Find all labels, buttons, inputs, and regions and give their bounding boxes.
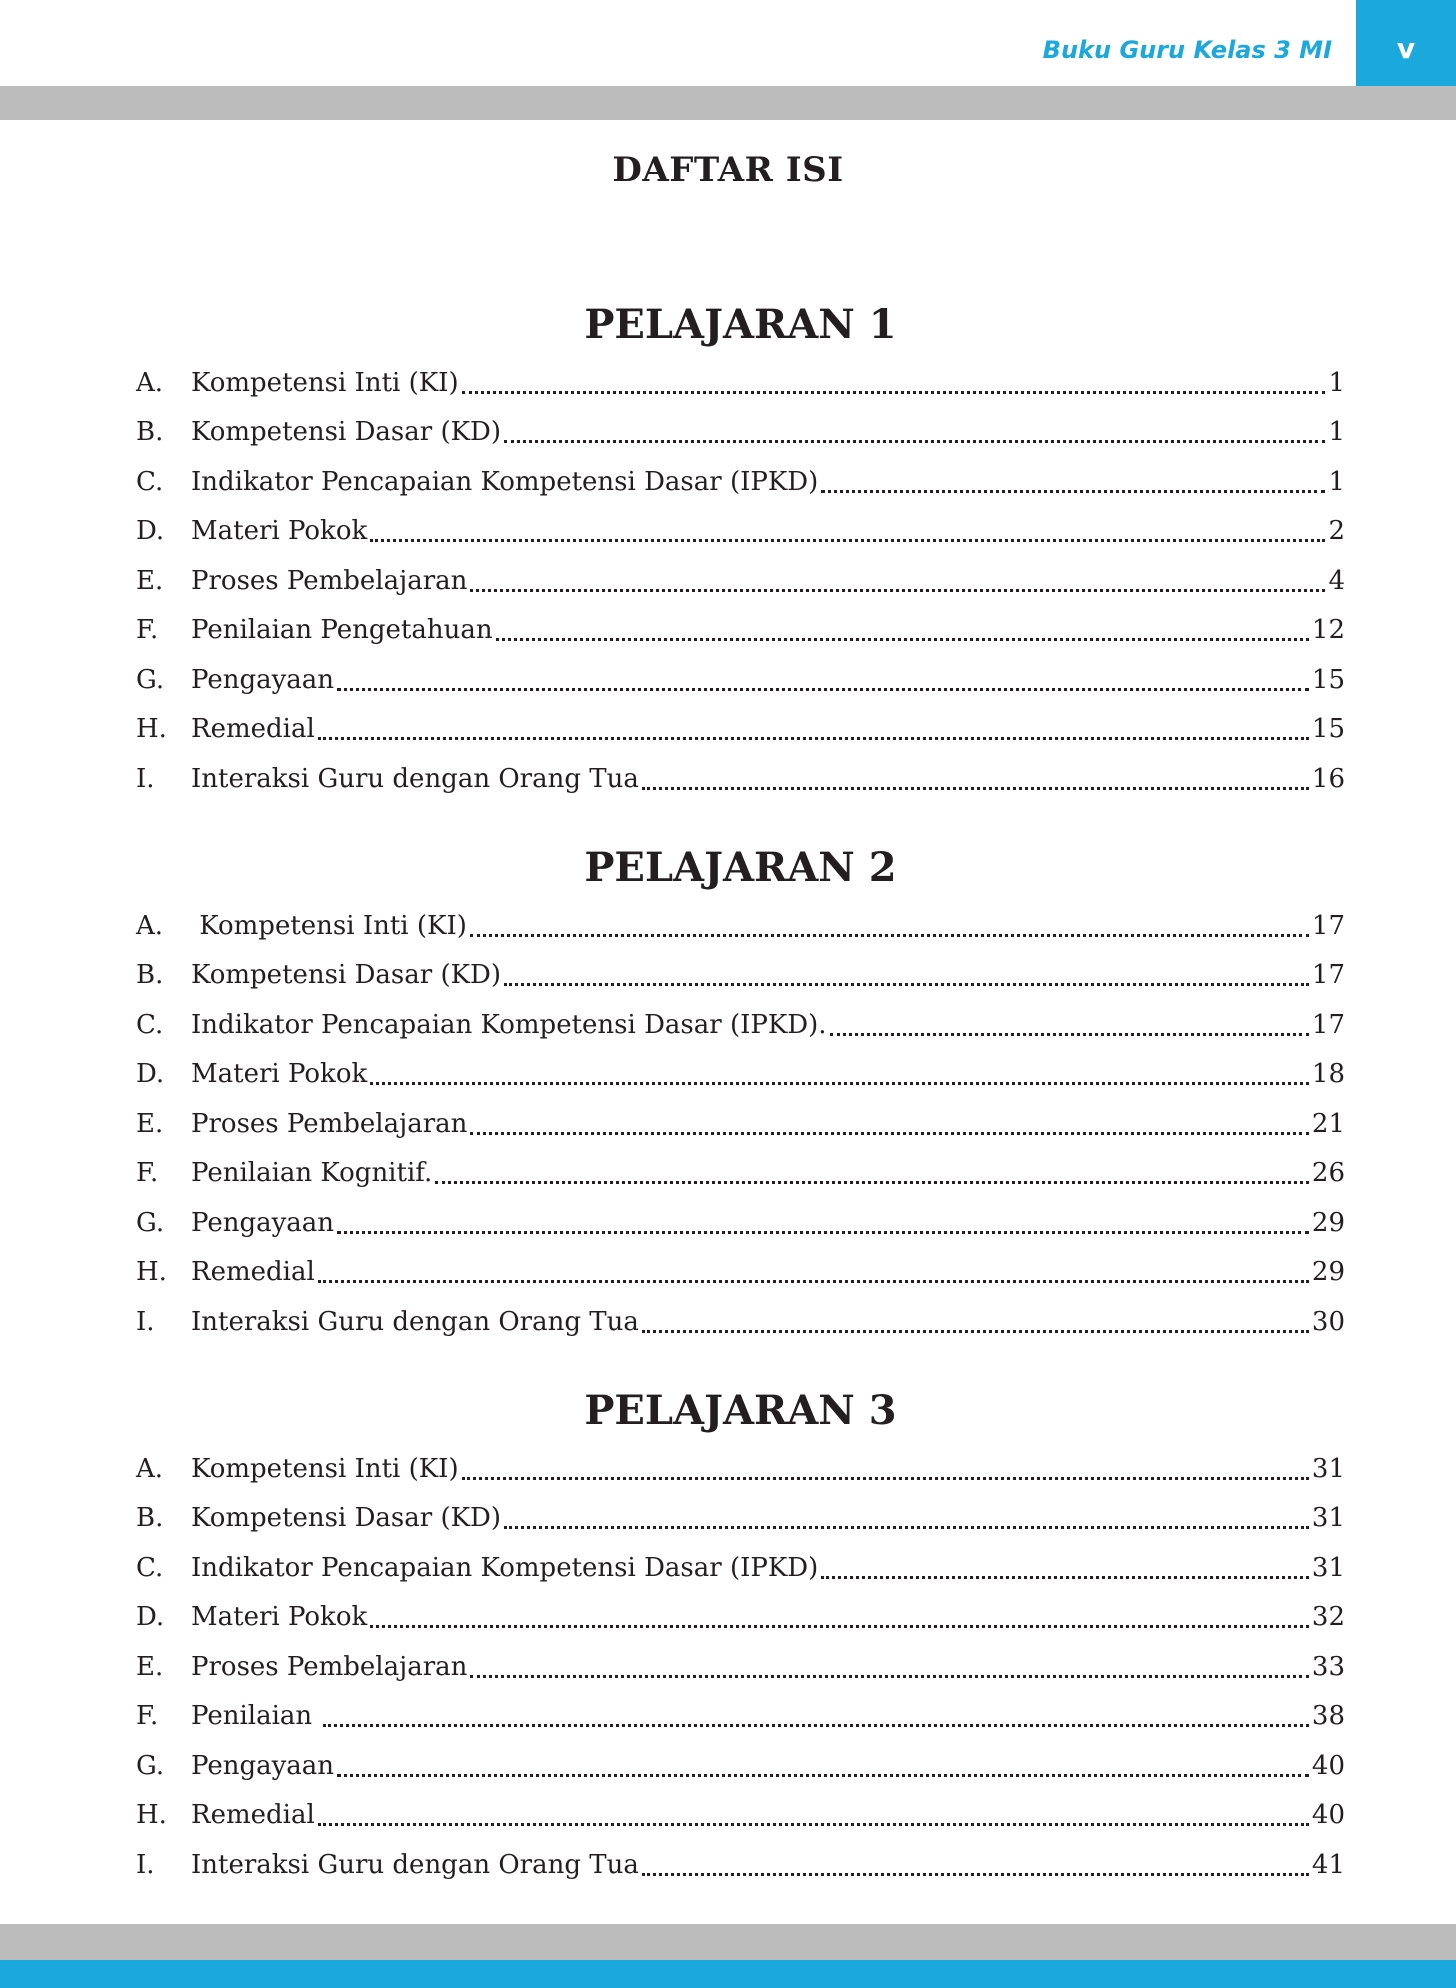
- dot-leader: [435, 1181, 1309, 1184]
- toc-entry[interactable]: [136, 457, 1345, 507]
- toc-entry-letter: D.: [136, 1059, 165, 1090]
- toc-entry-title: Penilaian: [191, 1701, 321, 1732]
- toc-entry-letter: C.: [136, 1009, 164, 1040]
- dot-leader: [504, 983, 1309, 986]
- toc-entry-title: Remedial: [191, 1257, 315, 1288]
- dot-leader: [370, 1082, 1309, 1085]
- toc-entry-title: Remedial: [191, 1800, 315, 1831]
- dot-leader: [370, 1625, 1309, 1628]
- toc-entry-letter: F.: [136, 615, 159, 646]
- toc-entry[interactable]: [136, 408, 1345, 458]
- dot-leader: [323, 1724, 1308, 1727]
- toc-entry-page: 4: [1328, 565, 1345, 596]
- section-title: PELAJARAN 2: [584, 844, 897, 891]
- toc-entry-letter: A.: [136, 367, 164, 398]
- toc-entry-page: 38: [1311, 1701, 1345, 1732]
- dot-leader: [318, 1280, 1309, 1283]
- footer-bar-gray: [0, 1924, 1456, 1960]
- dot-leader: [470, 1132, 1309, 1135]
- toc-entry[interactable]: [136, 705, 1345, 755]
- toc-list: [136, 358, 1345, 804]
- toc-entry-title: Pengayaan: [191, 1207, 335, 1238]
- toc-entry-title: Kompetensi Dasar (KD): [191, 1503, 502, 1534]
- toc-entry-letter: E.: [136, 565, 164, 596]
- toc-entry-page: 18: [1311, 1059, 1345, 1090]
- toc-entry-title: Indikator Pencapaian Kompetensi Dasar (IPKD).: [191, 1009, 827, 1040]
- toc-entry-title: Kompetensi Inti (KI): [191, 367, 459, 398]
- toc-entry-page: 31: [1311, 1453, 1345, 1484]
- toc-entry-page: 40: [1311, 1800, 1345, 1831]
- toc-entry-title: Indikator Pencapaian Kompetensi Dasar (IPKD): [191, 1552, 819, 1583]
- toc-entry-page: 31: [1311, 1503, 1345, 1534]
- toc-entry[interactable]: [136, 1494, 1345, 1544]
- dot-leader: [821, 1576, 1309, 1579]
- dot-leader: [496, 638, 1309, 641]
- toc-entry[interactable]: [136, 1741, 1345, 1791]
- dot-leader: [504, 1526, 1309, 1529]
- toc-entry-page: 1: [1328, 417, 1345, 448]
- toc-entry-title: Penilaian Pengetahuan: [191, 615, 493, 646]
- toc-entry-title: Kompetensi Inti (KI): [191, 910, 467, 941]
- page-number-box: [1356, 0, 1456, 86]
- toc-entry[interactable]: [136, 606, 1345, 656]
- toc-entry[interactable]: [136, 556, 1345, 606]
- toc-entry[interactable]: [136, 1248, 1345, 1298]
- toc-entry-title: Interaksi Guru dengan Orang Tua: [191, 1306, 639, 1337]
- toc-entry[interactable]: [136, 1543, 1345, 1593]
- toc-entry-letter: E.: [136, 1108, 164, 1139]
- toc-section-1: [136, 296, 1345, 804]
- toc-entry-title: Proses Pembelajaran: [191, 565, 468, 596]
- toc-entry-letter: A.: [136, 1453, 164, 1484]
- toc-entry[interactable]: [136, 754, 1345, 804]
- toc-entry-page: 32: [1311, 1602, 1345, 1633]
- dot-leader: [462, 391, 1326, 394]
- toc-entry-page: 33: [1311, 1651, 1345, 1682]
- dot-leader: [337, 688, 1309, 691]
- toc-entry-letter: G.: [136, 1750, 165, 1781]
- toc-entry[interactable]: [136, 1198, 1345, 1248]
- toc-entry[interactable]: [136, 1444, 1345, 1494]
- toc-entry-letter: B.: [136, 960, 164, 991]
- toc-entry[interactable]: [136, 507, 1345, 557]
- toc-entry-letter: D.: [136, 516, 165, 547]
- dot-leader: [470, 934, 1309, 937]
- toc-entry-letter: C.: [136, 1552, 164, 1583]
- toc-entry-title: Materi Pokok: [191, 1602, 368, 1633]
- dot-leader: [318, 1823, 1309, 1826]
- toc-entry[interactable]: [136, 1149, 1345, 1199]
- toc-list: [136, 901, 1345, 1347]
- toc-entry-title: Kompetensi Inti (KI): [191, 1453, 459, 1484]
- toc-entry-title: Kompetensi Dasar (KD): [191, 417, 502, 448]
- toc-entry-page: 41: [1311, 1849, 1345, 1880]
- toc-entry-page: 40: [1311, 1750, 1345, 1781]
- toc-entry[interactable]: [136, 1642, 1345, 1692]
- dot-leader: [830, 1033, 1309, 1036]
- toc-entry[interactable]: [136, 901, 1345, 951]
- book-title: Buku Guru Kelas 3 MI: [1042, 36, 1332, 64]
- dot-leader: [504, 440, 1325, 443]
- section-title: PELAJARAN 3: [584, 1387, 897, 1434]
- toc-entry-title: Interaksi Guru dengan Orang Tua: [191, 1849, 639, 1880]
- toc-section-2: [136, 839, 1345, 1347]
- toc-entry-title: Penilaian Kognitif.: [191, 1158, 433, 1189]
- dot-leader: [370, 539, 1325, 542]
- toc-entry-letter: A.: [136, 910, 164, 941]
- toc-entry-letter: I.: [136, 1306, 155, 1337]
- toc-entry-title: Kompetensi Dasar (KD): [191, 960, 502, 991]
- toc-entry-page: 1: [1328, 466, 1345, 497]
- toc-entry-letter: E.: [136, 1651, 164, 1682]
- toc-section-3: [136, 1382, 1345, 1890]
- toc-entry[interactable]: [136, 1840, 1345, 1890]
- toc-entry-title: Remedial: [191, 714, 315, 745]
- toc-entry-letter: H.: [136, 1800, 167, 1831]
- footer-bar-blue: [0, 1960, 1456, 1988]
- toc-entry-page: 12: [1311, 615, 1345, 646]
- toc-entry[interactable]: [136, 1297, 1345, 1347]
- toc-entry[interactable]: [136, 1000, 1345, 1050]
- dot-leader: [642, 1873, 1309, 1876]
- toc-entry-page: 29: [1311, 1207, 1345, 1238]
- toc-entry-page: 31: [1311, 1552, 1345, 1583]
- toc-entry-page: 17: [1311, 910, 1345, 941]
- section-title: PELAJARAN 1: [584, 301, 897, 348]
- toc-entry[interactable]: [136, 1692, 1345, 1742]
- page-title: DAFTAR ISI: [612, 150, 844, 190]
- toc-entry-page: 21: [1311, 1108, 1345, 1139]
- toc-entry-page: 17: [1311, 960, 1345, 991]
- toc-entry-page: 16: [1311, 763, 1345, 794]
- toc-entry-page: 15: [1311, 664, 1345, 695]
- toc-entry[interactable]: [136, 1050, 1345, 1100]
- toc-entry-letter: B.: [136, 1503, 164, 1534]
- toc-entry[interactable]: [136, 1593, 1345, 1643]
- toc-entry-page: 2: [1328, 516, 1345, 547]
- toc-entry-letter: H.: [136, 714, 167, 745]
- toc-entry-letter: C.: [136, 466, 164, 497]
- toc-entry-page: 15: [1311, 714, 1345, 745]
- toc-entry[interactable]: [136, 655, 1345, 705]
- toc-entry-letter: D.: [136, 1602, 165, 1633]
- toc-list: [136, 1444, 1345, 1890]
- dot-leader: [470, 589, 1325, 592]
- page-number: v: [1396, 32, 1416, 65]
- toc-entry-letter: F.: [136, 1701, 159, 1732]
- toc-entry-page: 17: [1311, 1009, 1345, 1040]
- toc-entry[interactable]: [136, 358, 1345, 408]
- dot-leader: [642, 1330, 1309, 1333]
- dot-leader: [462, 1477, 1309, 1480]
- header-bar: [0, 86, 1456, 120]
- toc-entry-title: Materi Pokok: [191, 516, 368, 547]
- toc-entry[interactable]: [136, 1099, 1345, 1149]
- toc-entry-page: 29: [1311, 1257, 1345, 1288]
- toc-entry-letter: I.: [136, 1849, 155, 1880]
- toc-entry-letter: G.: [136, 664, 165, 695]
- toc-entry-title: Indikator Pencapaian Kompetensi Dasar (IPKD): [191, 466, 819, 497]
- toc-entry-title: Proses Pembelajaran: [191, 1108, 468, 1139]
- toc-entry-letter: F.: [136, 1158, 159, 1189]
- dot-leader: [318, 737, 1309, 740]
- toc-entry-letter: I.: [136, 763, 155, 794]
- toc-entry-letter: B.: [136, 417, 164, 448]
- toc-entry-title: Materi Pokok: [191, 1059, 368, 1090]
- dot-leader: [642, 787, 1309, 790]
- dot-leader: [821, 490, 1325, 493]
- toc-entry[interactable]: [136, 951, 1345, 1001]
- toc-entry-letter: G.: [136, 1207, 165, 1238]
- toc-entry-title: Interaksi Guru dengan Orang Tua: [191, 763, 639, 794]
- toc-entry-page: 26: [1311, 1158, 1345, 1189]
- toc-entry-page: 1: [1328, 367, 1345, 398]
- toc-entry-title: Pengayaan: [191, 1750, 335, 1781]
- toc-entry-title: Proses Pembelajaran: [191, 1651, 468, 1682]
- dot-leader: [337, 1231, 1309, 1234]
- dot-leader: [470, 1675, 1309, 1678]
- toc-entry[interactable]: [136, 1791, 1345, 1841]
- dot-leader: [337, 1774, 1309, 1777]
- toc-entry-letter: H.: [136, 1257, 167, 1288]
- toc-entry-page: 30: [1311, 1306, 1345, 1337]
- toc-entry-title: Pengayaan: [191, 664, 335, 695]
